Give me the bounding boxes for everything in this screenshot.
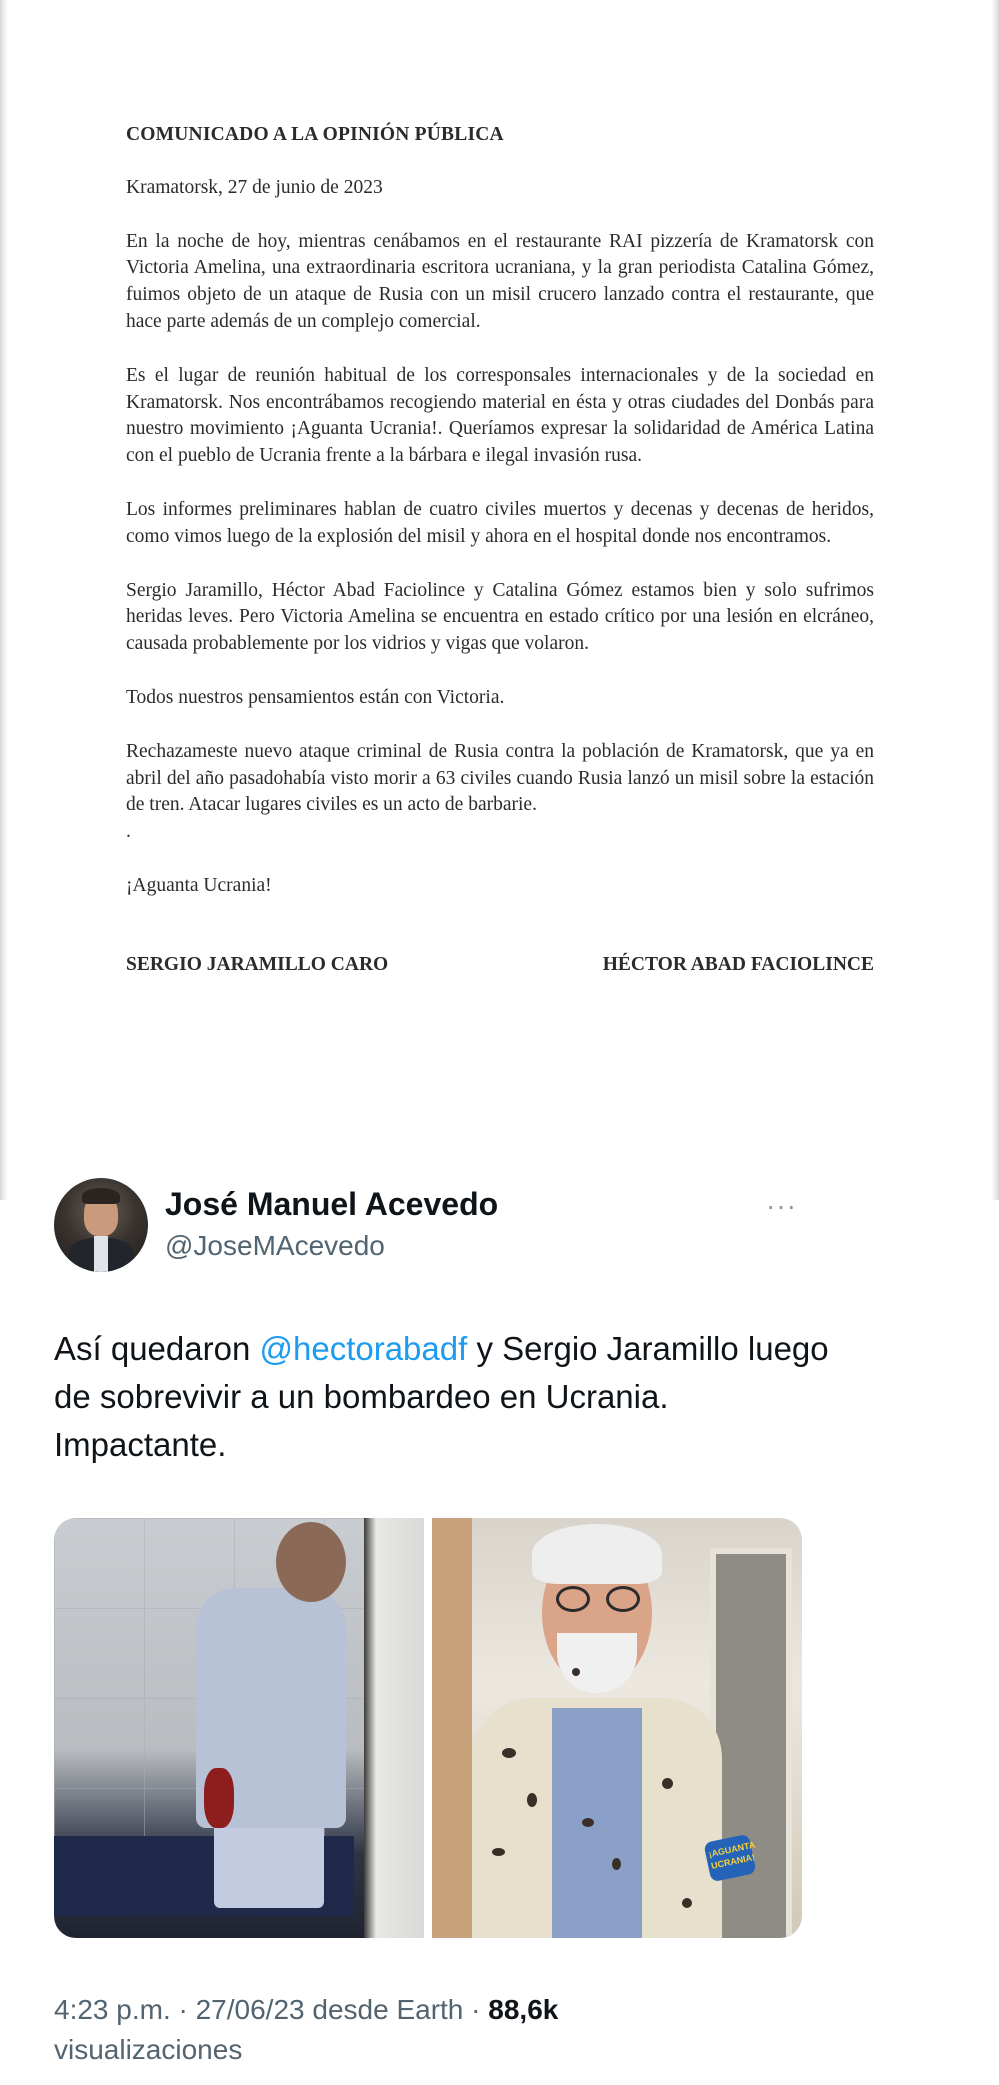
tweet-time[interactable]: 4:23 p.m. · 27/06/23 desde Earth · [54, 1994, 489, 2025]
aguanta-ucrania-badge: ¡AGUANTA UCRANIA! [703, 1834, 756, 1883]
signature-right: HÉCTOR ABAD FACIOLINCE [602, 953, 874, 975]
user-handle[interactable]: @JoseMAcevedo [165, 1230, 385, 1261]
photo-door [364, 1518, 424, 1938]
tweet-text-start: Así quedaron [54, 1330, 260, 1367]
blood-spot [492, 1848, 505, 1856]
photo-shirt [552, 1708, 642, 1938]
blood-spot [502, 1748, 516, 1758]
blood-spot [612, 1858, 621, 1870]
page-edge-left [0, 0, 8, 1200]
display-name[interactable]: José Manuel Acevedo [165, 1186, 499, 1222]
photo-bloodied-man[interactable] [432, 1518, 802, 1938]
letter-content [126, 122, 874, 979]
photo-glasses [556, 1586, 640, 1612]
letter-heading: COMUNICADO A LA OPINIÓN PÚBLICA [126, 124, 504, 145]
signature-left: SERGIO JARAMILLO CARO [126, 953, 389, 975]
photo-hair [532, 1524, 662, 1584]
blood-spot [682, 1898, 692, 1908]
blood-spot [582, 1818, 594, 1827]
blood-spot [572, 1668, 580, 1676]
letter-paragraph: En la noche de hoy, mientras cenábamos en el restaurante RAI pizzería de Kramatorsk con Victoria Amelina, una extraordinaria escritora ucraniana, y la gran periodista Catalina Gómez, fuimos objeto de un ataque de Rusia con un misil crucero lanzado contra el restaurante, que hace parte además de un complejo comercial. [126, 230, 874, 332]
letter-slogan: ¡Aguanta Ucrania! [126, 875, 272, 897]
views-count: 88,6k [488, 1994, 559, 2025]
tweet-meta [54, 1990, 814, 2070]
photo-wall [432, 1518, 472, 1938]
tweet-media [54, 1518, 802, 1938]
photo-legs [214, 1818, 324, 1908]
letter-paragraph: Todos nuestros pensamientos están con Victoria. [126, 686, 505, 708]
more-options-icon[interactable]: ··· [766, 1190, 797, 1221]
letter-paragraph: Es el lugar de reunión habitual de los corresponsales internacionales y de la sociedad en Kramatorsk. Nos encontrábamos recogiendo material en ésta y otras ciudades del Donbás para nuestro movimiento ¡Aguanta Ucrania!. Queríamos expresar la solidaridad de América Latina con el pueblo de Ucrania frente a la bárbara e ilegal invasión rusa. [126, 364, 874, 467]
letter-date: Kramatorsk, 27 de junio de 2023 [126, 176, 383, 198]
mention-link[interactable]: @hectorabadf [259, 1330, 468, 1367]
letter-paragraph: Los informes preliminares hablan de cuatro civiles muertos y decenas y decenas de heridos, como vimos luego de la explosión del misil y ahora en el hospital donde nos encontramos. [126, 498, 874, 547]
blood-spot [662, 1778, 673, 1789]
photo-injured-man[interactable] [54, 1518, 424, 1938]
views-label: visualizaciones [54, 2034, 243, 2065]
page-edge-right [991, 0, 999, 1200]
photo-beard [557, 1633, 637, 1693]
photo-blood [204, 1768, 234, 1828]
letter-dot: . [126, 821, 131, 843]
blood-spot [527, 1793, 537, 1807]
letter-paragraph: Rechazameste nuevo ataque criminal de Rusia contra la población de Kramatorsk, que ya en abril del año pasadohabía visto morir a 63 civiles cuando Rusia lanzó un misil sobre la estación de tren. Atacar lugares civiles es un acto de barbarie. [126, 740, 874, 816]
photo-head [276, 1522, 346, 1602]
tweet-text [54, 1325, 834, 1469]
avatar[interactable] [54, 1178, 148, 1272]
avatar-shirt [94, 1236, 108, 1272]
avatar-hair [82, 1188, 120, 1204]
letter-paragraph: Sergio Jaramillo, Héctor Abad Faciolince y Catalina Gómez estamos bien y solo sufrimos heridas leves. Pero Victoria Amelina se encuentra en estado crítico por una lesión en elcráneo, causada probablemente por los vidrios y vigas que volaron. [126, 579, 874, 655]
signatures [126, 952, 874, 979]
tweet-text-end: y Sergio Jaramillo luego de sobrevivir a un bombardeo en Ucrania. Impactante. [54, 1330, 829, 1463]
